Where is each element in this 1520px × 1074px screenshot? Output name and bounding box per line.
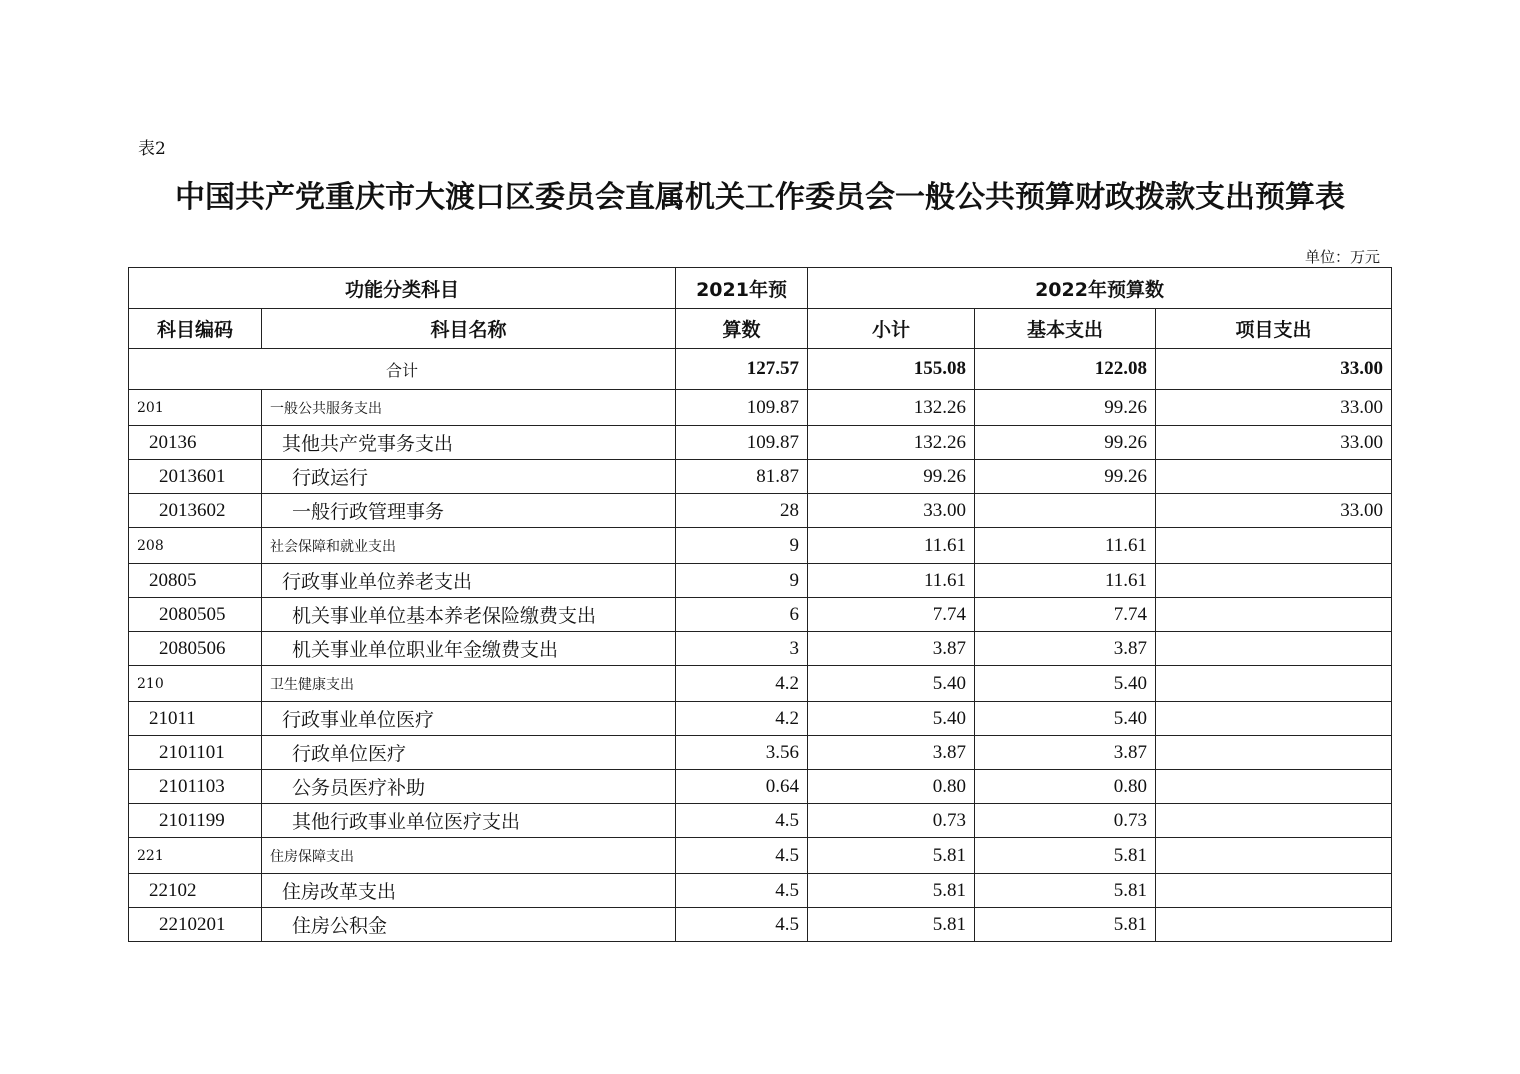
row-name: 行政事业单位医疗 <box>262 702 676 736</box>
row-name: 住房改革支出 <box>262 874 676 908</box>
header-functional: 功能分类科目 <box>129 268 676 309</box>
row-name: 其他行政事业单位医疗支出 <box>262 804 676 838</box>
row-basic: 0.73 <box>975 804 1156 838</box>
row-project <box>1156 736 1392 770</box>
table-row <box>129 426 1392 460</box>
row-name: 行政单位医疗 <box>262 736 676 770</box>
row-basic: 99.26 <box>975 460 1156 494</box>
table-row <box>129 874 1392 908</box>
table-row <box>129 908 1392 942</box>
row-project <box>1156 528 1392 564</box>
total-label: 合计 <box>129 349 676 390</box>
row-basic: 7.74 <box>975 598 1156 632</box>
row-name: 住房保障支出 <box>262 838 676 874</box>
table-label: 表2 <box>138 139 166 159</box>
total-subtotal: 155.08 <box>808 349 975 390</box>
row-code: 2210201 <box>129 908 262 942</box>
row-basic: 11.61 <box>975 564 1156 598</box>
row-project <box>1156 874 1392 908</box>
row-2021: 109.87 <box>676 390 808 426</box>
row-code: 22102 <box>129 874 262 908</box>
row-project <box>1156 908 1392 942</box>
table-row <box>129 564 1392 598</box>
row-project <box>1156 702 1392 736</box>
row-basic: 5.81 <box>975 908 1156 942</box>
row-subtotal: 3.87 <box>808 736 975 770</box>
row-2021: 4.5 <box>676 804 808 838</box>
table-row <box>129 494 1392 528</box>
row-subtotal: 0.73 <box>808 804 975 838</box>
row-subtotal: 3.87 <box>808 632 975 666</box>
row-subtotal: 11.61 <box>808 528 975 564</box>
header-2022: 2022年预算数 <box>808 268 1392 309</box>
row-2021: 4.5 <box>676 838 808 874</box>
row-code: 208 <box>129 528 262 564</box>
row-project: 33.00 <box>1156 426 1392 460</box>
total-basic: 122.08 <box>975 349 1156 390</box>
total-2021: 127.57 <box>676 349 808 390</box>
total-project: 33.00 <box>1156 349 1392 390</box>
row-subtotal: 33.00 <box>808 494 975 528</box>
row-project <box>1156 666 1392 702</box>
row-subtotal: 5.81 <box>808 874 975 908</box>
row-basic: 99.26 <box>975 390 1156 426</box>
unit-label: 单位：万元 <box>1304 248 1380 266</box>
row-name: 机关事业单位基本养老保险缴费支出 <box>262 598 676 632</box>
row-subtotal: 11.61 <box>808 564 975 598</box>
row-project: 33.00 <box>1156 494 1392 528</box>
table-row <box>129 804 1392 838</box>
row-project <box>1156 838 1392 874</box>
row-basic: 5.81 <box>975 874 1156 908</box>
table-row <box>129 598 1392 632</box>
header-row-2 <box>129 309 1392 349</box>
row-2021: 3.56 <box>676 736 808 770</box>
row-project <box>1156 632 1392 666</box>
row-name: 公务员医疗补助 <box>262 770 676 804</box>
row-2021: 3 <box>676 632 808 666</box>
row-2021: 9 <box>676 528 808 564</box>
table-row <box>129 838 1392 874</box>
table-row <box>129 528 1392 564</box>
row-code: 201 <box>129 390 262 426</box>
row-code: 2101103 <box>129 770 262 804</box>
row-2021: 6 <box>676 598 808 632</box>
row-2021: 4.2 <box>676 666 808 702</box>
row-code: 20136 <box>129 426 262 460</box>
row-basic: 99.26 <box>975 426 1156 460</box>
row-code: 2080506 <box>129 632 262 666</box>
row-project <box>1156 804 1392 838</box>
header-row-1 <box>129 268 1392 309</box>
row-basic: 5.81 <box>975 838 1156 874</box>
row-project <box>1156 598 1392 632</box>
row-code: 2013602 <box>129 494 262 528</box>
row-code: 21011 <box>129 702 262 736</box>
row-subtotal: 132.26 <box>808 390 975 426</box>
row-name: 住房公积金 <box>262 908 676 942</box>
row-2021: 4.2 <box>676 702 808 736</box>
row-name: 机关事业单位职业年金缴费支出 <box>262 632 676 666</box>
row-name: 行政事业单位养老支出 <box>262 564 676 598</box>
header-subtotal: 小计 <box>808 309 975 349</box>
row-2021: 4.5 <box>676 908 808 942</box>
header-code: 科目编码 <box>129 309 262 349</box>
header-2021-bottom: 算数 <box>676 309 808 349</box>
row-subtotal: 5.40 <box>808 666 975 702</box>
row-2021: 9 <box>676 564 808 598</box>
total-row <box>129 349 1392 390</box>
row-code: 2013601 <box>129 460 262 494</box>
header-project: 项目支出 <box>1156 309 1392 349</box>
row-subtotal: 5.81 <box>808 838 975 874</box>
row-2021: 4.5 <box>676 874 808 908</box>
row-code: 2101101 <box>129 736 262 770</box>
budget-table <box>128 267 1392 942</box>
row-name: 其他共产党事务支出 <box>262 426 676 460</box>
header-2021-top: 2021年预 <box>676 268 808 309</box>
table-row <box>129 736 1392 770</box>
row-code: 2080505 <box>129 598 262 632</box>
row-subtotal: 5.81 <box>808 908 975 942</box>
row-basic: 5.40 <box>975 702 1156 736</box>
table-row <box>129 390 1392 426</box>
table-row <box>129 770 1392 804</box>
row-project: 33.00 <box>1156 390 1392 426</box>
table-row <box>129 632 1392 666</box>
row-name: 行政运行 <box>262 460 676 494</box>
row-code: 2101199 <box>129 804 262 838</box>
page-title: 中国共产党重庆市大渡口区委员会直属机关工作委员会一般公共预算财政拨款支出预算表 <box>175 180 1345 215</box>
row-basic: 3.87 <box>975 736 1156 770</box>
row-basic <box>975 494 1156 528</box>
row-2021: 109.87 <box>676 426 808 460</box>
row-subtotal: 99.26 <box>808 460 975 494</box>
row-2021: 0.64 <box>676 770 808 804</box>
header-name: 科目名称 <box>262 309 676 349</box>
row-code: 210 <box>129 666 262 702</box>
row-2021: 28 <box>676 494 808 528</box>
row-project <box>1156 460 1392 494</box>
table-row <box>129 702 1392 736</box>
row-2021: 81.87 <box>676 460 808 494</box>
row-name: 一般公共服务支出 <box>262 390 676 426</box>
row-subtotal: 132.26 <box>808 426 975 460</box>
row-subtotal: 0.80 <box>808 770 975 804</box>
row-name: 卫生健康支出 <box>262 666 676 702</box>
row-code: 20805 <box>129 564 262 598</box>
table-row <box>129 460 1392 494</box>
row-basic: 5.40 <box>975 666 1156 702</box>
row-project <box>1156 770 1392 804</box>
row-basic: 0.80 <box>975 770 1156 804</box>
table-row <box>129 666 1392 702</box>
row-basic: 3.87 <box>975 632 1156 666</box>
row-project <box>1156 564 1392 598</box>
row-code: 221 <box>129 838 262 874</box>
row-basic: 11.61 <box>975 528 1156 564</box>
row-name: 一般行政管理事务 <box>262 494 676 528</box>
row-subtotal: 5.40 <box>808 702 975 736</box>
header-basic: 基本支出 <box>975 309 1156 349</box>
row-subtotal: 7.74 <box>808 598 975 632</box>
row-name: 社会保障和就业支出 <box>262 528 676 564</box>
